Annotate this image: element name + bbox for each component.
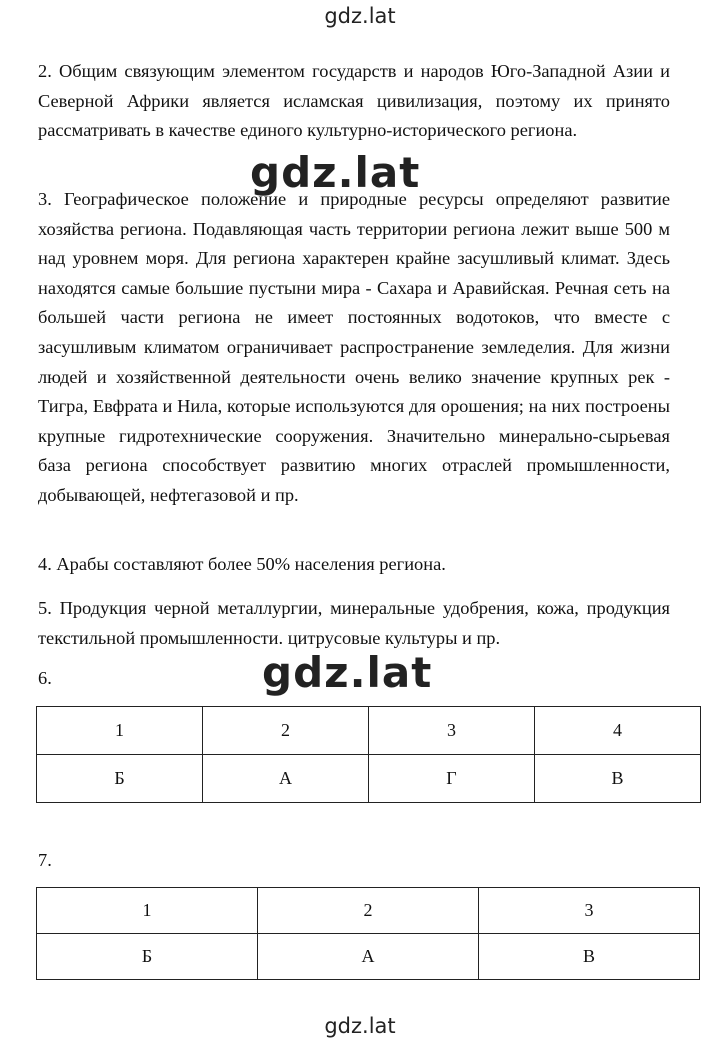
answer-5-paragraph: 5. Продукция черной металлургии, минеральные удобрения, кожа, продукция текстильной промышленности. цитрусовые культуры и пр. — [38, 598, 670, 648]
table-cell: В — [535, 755, 701, 803]
table-cell: Б — [37, 934, 258, 980]
answer-2-paragraph: 2. Общим связующим элементом государств и народов Юго-Западной Азии и Северной Африки является исламская цивилизация, поэтому их принято рассматривать в качестве единого культурно-исторического региона. — [38, 61, 670, 141]
table-cell: А — [258, 934, 479, 980]
table-cell: А — [203, 755, 369, 803]
watermark-top: gdz.lat — [324, 4, 396, 28]
table-cell: 4 — [535, 707, 701, 755]
answer-4-paragraph: 4. Арабы составляют более 50% населения региона. — [38, 554, 446, 574]
table-cell: Г — [369, 755, 535, 803]
table-header-row — [37, 888, 700, 934]
table-cell: Б — [37, 755, 203, 803]
table-cell: В — [479, 934, 700, 980]
task-6-table — [36, 706, 701, 803]
table-cell: 2 — [258, 888, 479, 934]
answer-3-paragraph: 3. Географическое положение и природные ресурсы определяют развитие хозяйства региона. Подавляющая часть территории региона лежит выше 500 м над уровнем моря. Для региона характерен крайне засушливый климат. Здесь находятся самые большие пустыни мира - Сахара и Аравийская. Речная сеть на большей части региона не имеет постоянных водотоков, что вместе с засушливым климатом ограничивает распространение земледелия. Для жизни людей и хозяйственной деятельности очень велико значение крупных рек - Тигра, Евфрата и Нила, которые используются для орошения; на них построены крупные гидротехнические сооружения. Значительно минерально-сырьевая база региона способствует развитию многих отраслей промышленности, добывающей, нефтегазовой и пр. — [38, 189, 670, 505]
task-6-label: 6. — [38, 668, 52, 688]
table-cell: 3 — [479, 888, 700, 934]
table-header-row — [37, 707, 701, 755]
table-cell: 1 — [37, 888, 258, 934]
watermark-bottom: gdz.lat — [324, 1014, 396, 1038]
table-row — [37, 755, 701, 803]
table-row — [37, 934, 700, 980]
watermark-middle-2: gdz.lat — [262, 648, 433, 697]
table-cell: 3 — [369, 707, 535, 755]
task-7-table — [36, 887, 700, 980]
table-cell: 1 — [37, 707, 203, 755]
task-7-label: 7. — [38, 850, 52, 870]
watermark-middle-1: gdz.lat — [250, 148, 421, 197]
table-cell: 2 — [203, 707, 369, 755]
